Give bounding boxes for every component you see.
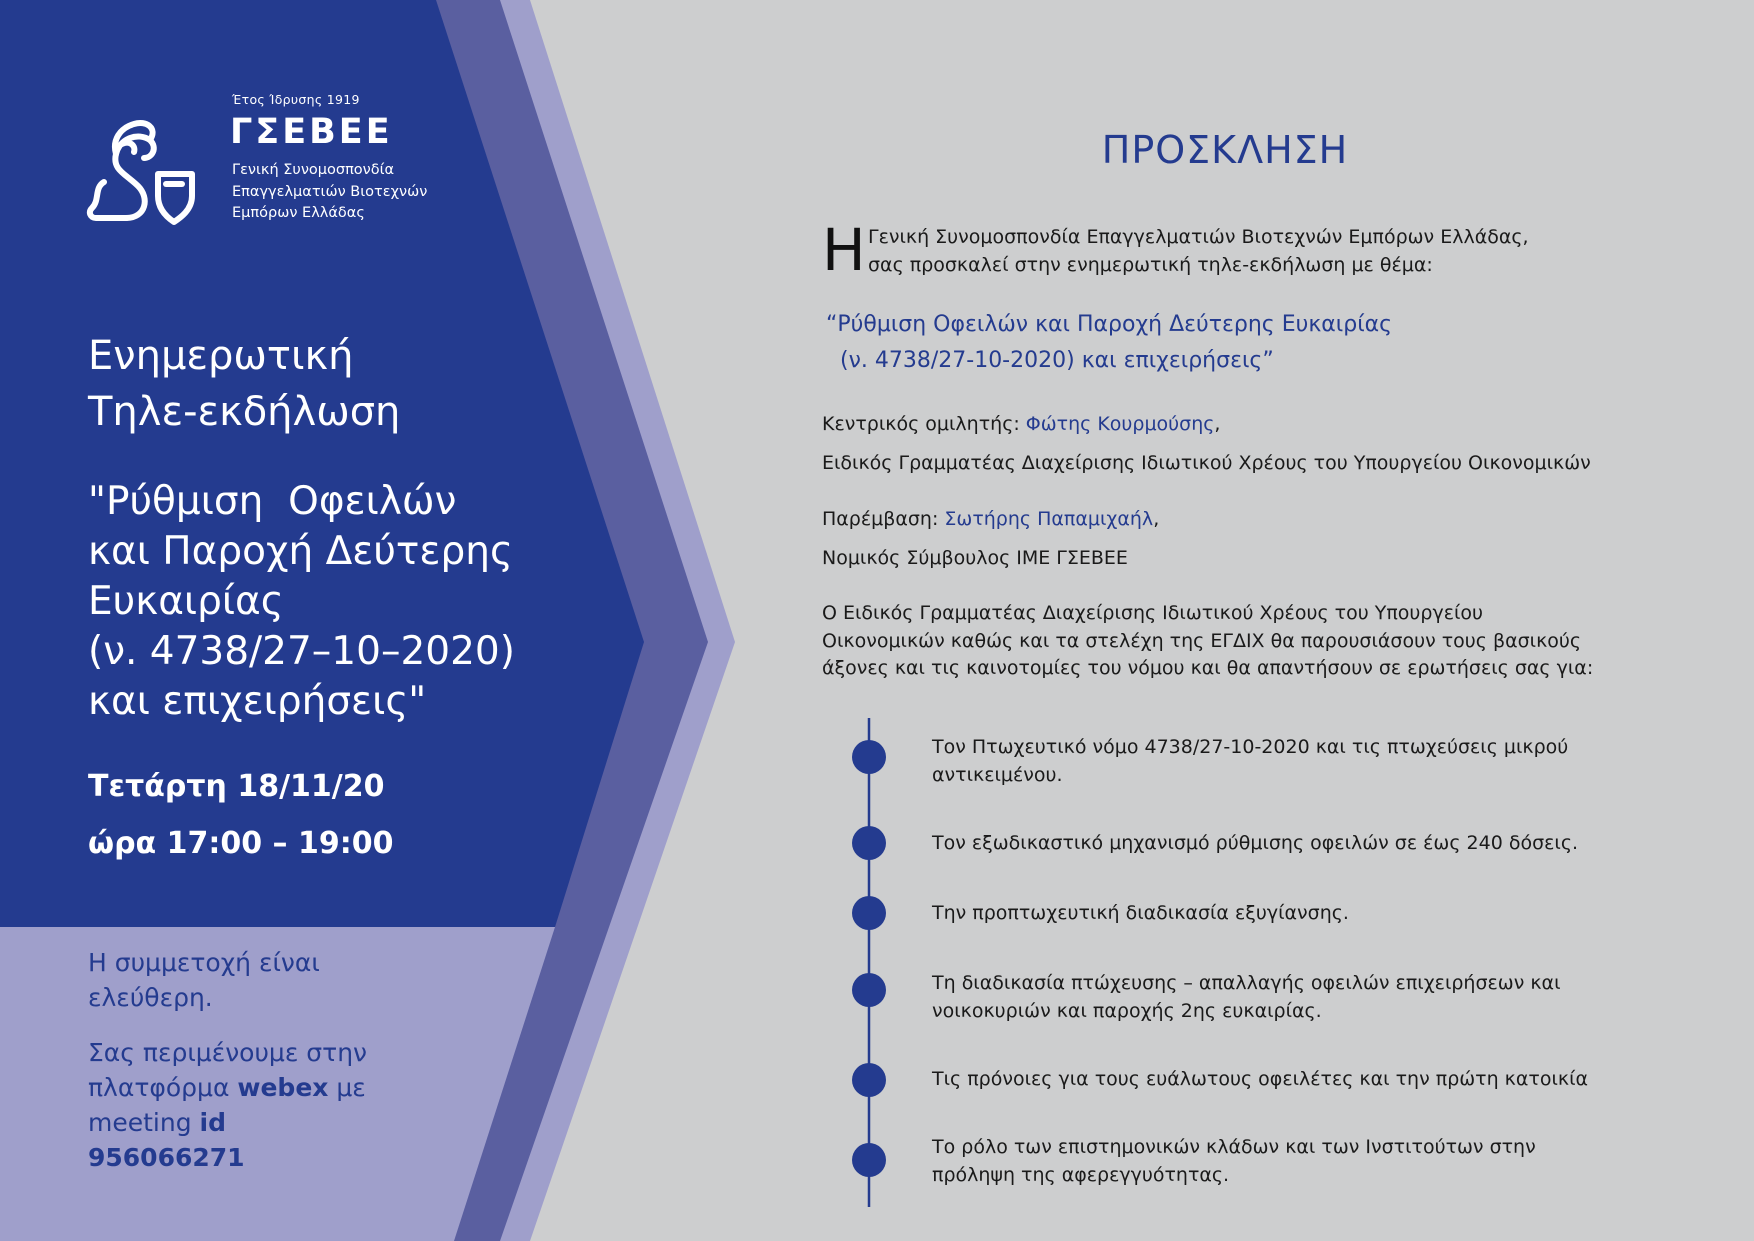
topic-item (932, 830, 1722, 858)
established-year: Έτος Ίδρυσης 1919 (232, 92, 360, 107)
intro-text (868, 224, 1529, 279)
meeting-id: id 956066271 (88, 1108, 245, 1172)
topic-item-line: Τον εξωδικαστικό μηχανισμό ρύθμισης οφειλών σε έως 240 δόσεις. (932, 832, 1579, 854)
participation-free-text: Η συμμετοχή είναι ελεύθερη. (88, 948, 320, 1012)
topic-item (932, 734, 1722, 789)
lion-shield-logo-icon (86, 118, 202, 226)
organization-name-line: Γενική Συνομοσπονδία (232, 162, 395, 178)
event-title-line: Ευκαιρίας (88, 579, 284, 624)
meeting-platform: webex (237, 1073, 329, 1102)
paragraph-line: Ο Ειδικός Γραμματέας Διαχείρισης Ιδιωτικού Χρέους του Υπουργείου (822, 602, 1484, 624)
topic-item-line: Τις πρόνοιες για τους ευάλωτους οφειλέτες και την πρώτη κατοικία (932, 1068, 1589, 1090)
topic-item-line: Την προπτωχευτική διαδικασία εξυγίανσης. (932, 902, 1349, 924)
timeline-dot (852, 740, 886, 774)
invitation-heading: ΠΡΟΣΚΛΗΣΗ (1101, 128, 1349, 172)
event-date: Τετάρτη 18/11/20 (88, 769, 385, 804)
meeting-prefix: Σας περιμένουμε στην πλατφόρμα (88, 1038, 368, 1102)
event-type-line: Τηλε-εκδήλωση (88, 389, 401, 435)
event-title-line: και Παροχή Δεύτερης (88, 529, 513, 574)
topic-line: (ν. 4738/27-10-2020) και επιχειρήσεις” (840, 348, 1274, 373)
topic-item-line: πρόληψη της αφερεγγυότητας. (932, 1163, 1230, 1186)
topic-item-line: Το ρόλο των επιστημονικών κλάδων και των Ινστιτούτων στην (932, 1136, 1536, 1158)
intro-line: Γενική Συνομοσπονδία Επαγγελματιών Βιοτεχνών Εμπόρων Ελλάδας, (868, 226, 1529, 248)
topic-item (932, 1134, 1722, 1189)
event-topic (826, 307, 1392, 379)
topic-item-line: νοικοκυριών και παροχής 2ης ευκαιρίας. (932, 999, 1322, 1022)
meeting-info (88, 1035, 388, 1175)
intervention-role: Νομικός Σύμβουλος ΙΜΕ ΓΣΕΒΕΕ (822, 547, 1128, 569)
organization-name-line: Επαγγελματιών Βιοτεχνών (232, 183, 428, 200)
timeline-dot (852, 826, 886, 860)
event-title-line: (ν. 4738/27–10–2020) (88, 629, 515, 674)
dropcap-letter: Η (822, 216, 866, 284)
keynote-comma: , (1214, 413, 1221, 435)
topic-line: “Ρύθμιση Οφειλών και Παροχή Δεύτερης Ευκαιρίας (826, 312, 1393, 337)
organization-name-line: Εμπόρων Ελλάδας (232, 205, 365, 221)
paragraph-line: άξονες και τις καινοτομίες του νόμου και θα απαντήσουν σε ερωτήσεις σας για: (822, 657, 1594, 679)
topic-item-line: αντικειμένου. (932, 763, 1063, 786)
timeline-dot (852, 973, 886, 1007)
organization-full-name (232, 160, 427, 225)
event-type-line: Ενημερωτική (88, 333, 354, 379)
intro-line: σας προσκαλεί στην ενημερωτική τηλε-εκδήλωση με θέμα: (868, 253, 1433, 276)
topic-item-line: Τη διαδικασία πτώχευσης – απαλλαγής οφειλών επιχειρήσεων και (932, 972, 1561, 994)
event-time: ώρα 17:00 – 19:00 (88, 826, 394, 861)
keynote-role: Ειδικός Γραμματέας Διαχείρισης Ιδιωτικού Χρέους του Υπουργείου Οικονομικών (822, 452, 1591, 474)
timeline-dot (852, 1143, 886, 1177)
event-title-line: "Ρύθμιση Οφειλών (88, 479, 457, 524)
event-title (88, 477, 515, 727)
description-paragraph (822, 600, 1722, 683)
event-title-line: και επιχειρήσεις" (88, 679, 427, 724)
event-type (88, 328, 400, 440)
intervention-label: Παρέμβαση: (822, 508, 945, 530)
keynote-name: Φώτης Κουρμούσης (1025, 413, 1215, 435)
organization-short-name: ΓΣΕΒΕΕ (230, 112, 393, 152)
topic-item (932, 1066, 1722, 1094)
topic-item-line: Τον Πτωχευτικό νόμο 4738/27-10-2020 και τις πτωχεύσεις μικρού (932, 736, 1569, 758)
topic-item (932, 900, 1722, 928)
keynote-speaker (822, 413, 1220, 435)
paragraph-line: Οικονομικών καθώς και τα στελέχη της ΕΓΔΙΧ θα παρουσιάσουν τους βασικούς (822, 629, 1582, 652)
keynote-label: Κεντρικός ομιλητής: (822, 413, 1026, 435)
intervention-speaker (822, 508, 1159, 530)
timeline-dot (852, 896, 886, 930)
timeline-dot (852, 1063, 886, 1097)
intervention-comma: , (1153, 508, 1160, 530)
meeting-middle: με meeting (88, 1073, 366, 1137)
intervention-name: Σωτήρης Παπαμιχαήλ (944, 508, 1154, 530)
topic-item (932, 970, 1722, 1025)
